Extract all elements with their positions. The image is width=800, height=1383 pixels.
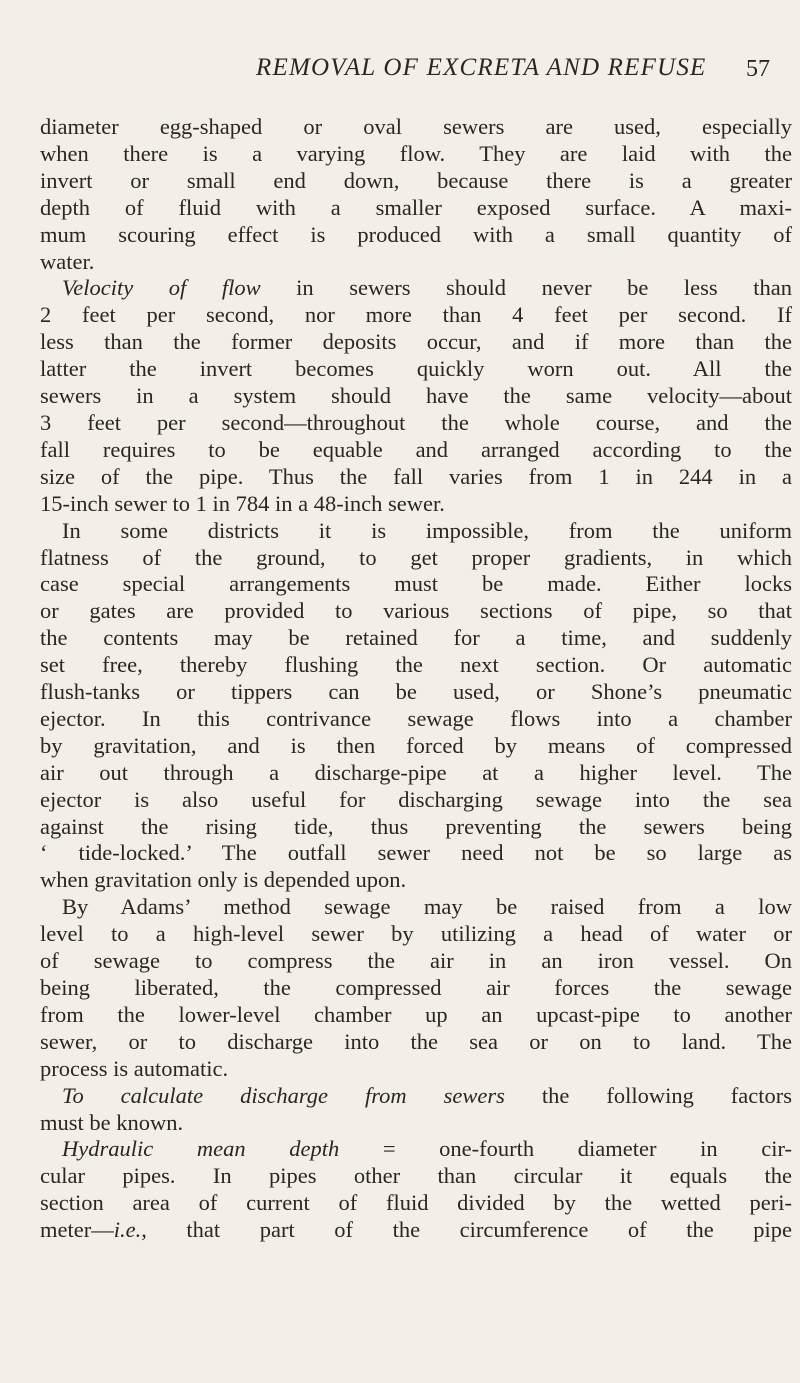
text-line <box>40 975 792 1002</box>
text-run: less than the former deposits occur, and if more than the <box>40 329 792 355</box>
text-run: cular pipes. In pipes other than circular it equals the <box>40 1163 792 1189</box>
text-run: invert or small end down, because there is a greater <box>40 167 792 193</box>
text-line <box>40 275 792 302</box>
text-line <box>40 1029 792 1056</box>
text-line <box>40 921 792 948</box>
text-line <box>40 787 792 814</box>
text-run: from the lower-level chamber up an upcast-pipe to another <box>40 1001 792 1027</box>
text-run: being liberated, the compressed air forces the sewage <box>40 975 792 1000</box>
text-run: meter— <box>40 1217 114 1243</box>
text-line <box>40 464 792 491</box>
text-run: process is automatic. <box>40 1055 229 1081</box>
italic-run: To calculate discharge from sewers <box>62 1082 505 1108</box>
text-line <box>40 1217 792 1244</box>
text-line <box>40 410 792 437</box>
italic-run: Hydraulic mean depth <box>62 1136 340 1162</box>
text-run: must be known. <box>40 1109 184 1135</box>
text-run: or gates are provided to various sections of pipe, so that <box>40 598 792 624</box>
text-line <box>40 1083 792 1110</box>
text-line <box>40 1190 792 1217</box>
text-line <box>40 222 792 249</box>
text-line <box>40 948 792 975</box>
text-line <box>40 356 792 383</box>
text-line <box>40 733 792 760</box>
text-line <box>40 195 792 222</box>
text-line <box>40 491 792 518</box>
text-line <box>40 329 792 356</box>
text-line <box>40 1163 792 1190</box>
text-run: by gravitation, and is then forced by means of compressed <box>40 732 792 758</box>
text-run: depth of fluid with a smaller exposed surface. A maxi- <box>40 194 792 220</box>
text-run: of sewage to compress the air in an iron vessel. On <box>40 948 792 974</box>
text-run: 3 feet per second—throughout the whole course, and the <box>40 409 792 435</box>
text-run: the following factors <box>504 1082 793 1108</box>
text-line <box>40 706 792 733</box>
text-line <box>40 1110 792 1137</box>
page-header <box>0 54 800 94</box>
text-run: when gravitation only is depended upon. <box>40 867 407 893</box>
italic-run: i.e. <box>113 1217 142 1243</box>
text-line <box>40 679 792 706</box>
text-line <box>40 652 792 679</box>
text-run: ejector is also useful for discharging sewage into the sea <box>40 786 792 812</box>
text-run: mum scouring effect is produced with a small quantity of <box>40 221 792 247</box>
text-line <box>40 598 792 625</box>
text-run: the contents may be retained for a time, and suddenly <box>40 625 792 651</box>
text-run: 15-inch sewer to 1 in 784 in a 48-inch sewer. <box>40 490 445 516</box>
text-line <box>40 894 792 921</box>
text-run: flush-tanks or tippers can be used, or Shone’s pneumatic <box>40 679 792 705</box>
italic-run: Velocity of flow <box>62 275 261 301</box>
text-run: when there is a varying flow. They are laid with the <box>40 140 792 166</box>
text-line <box>40 1136 792 1163</box>
text-line <box>40 760 792 787</box>
text-line <box>40 571 792 598</box>
text-line <box>40 814 792 841</box>
text-line <box>40 518 792 545</box>
text-run: flatness of the ground, to get proper gradients, in which <box>40 544 792 570</box>
text-run: fall requires to be equable and arranged according to the <box>40 436 792 462</box>
text-line <box>40 302 792 329</box>
text-run: size of the pipe. Thus the fall varies from 1 in 244 in a <box>40 463 792 489</box>
text-run: water. <box>40 248 95 274</box>
text-line <box>40 114 792 141</box>
text-run: ejector. In this contrivance sewage flows into a chamber <box>40 705 792 731</box>
text-run: By Adams’ method sewage may be raised from a low <box>62 894 792 920</box>
text-run: set free, thereby flushing the next section. Or automatic <box>40 652 792 678</box>
text-run: air out through a discharge-pipe at a higher level. The <box>40 759 792 785</box>
text-run: ‘ tide-locked.’ The outfall sewer need not be so large as <box>40 840 792 866</box>
text-run: diameter egg-shaped or oval sewers are used, especially <box>40 114 792 139</box>
text-line <box>40 867 792 894</box>
text-run: in sewers should never be less than <box>260 275 792 301</box>
body-text <box>40 114 792 1244</box>
text-line <box>40 168 792 195</box>
text-line <box>40 1002 792 1029</box>
text-run: section area of current of fluid divided by the wetted peri- <box>40 1190 792 1216</box>
text-run: = one-fourth diameter in cir- <box>339 1136 792 1162</box>
text-run: , that part of the circumference of the pipe <box>141 1217 792 1243</box>
page-number: 57 <box>746 56 770 82</box>
text-run: against the rising tide, thus preventing the sewers being <box>40 813 792 839</box>
text-line <box>40 625 792 652</box>
text-line <box>40 141 792 168</box>
text-run: latter the invert becomes quickly worn out. All the <box>40 356 792 382</box>
text-run: level to a high-level sewer by utilizing a head of water or <box>40 921 792 947</box>
text-line <box>40 383 792 410</box>
text-line <box>40 545 792 572</box>
text-line <box>40 437 792 464</box>
text-run: In some districts it is impossible, from the uniform <box>62 517 792 543</box>
text-run: 2 feet per second, nor more than 4 feet per second. If <box>40 302 792 328</box>
text-run: sewer, or to discharge into the sea or on to land. The <box>40 1028 792 1054</box>
text-run: case special arrangements must be made. Either locks <box>40 571 792 597</box>
text-line <box>40 249 792 276</box>
text-line <box>40 1056 792 1083</box>
text-run: sewers in a system should have the same velocity—about <box>40 383 792 409</box>
text-line <box>40 840 792 867</box>
running-head: REMOVAL OF EXCRETA AND REFUSE <box>256 54 707 81</box>
